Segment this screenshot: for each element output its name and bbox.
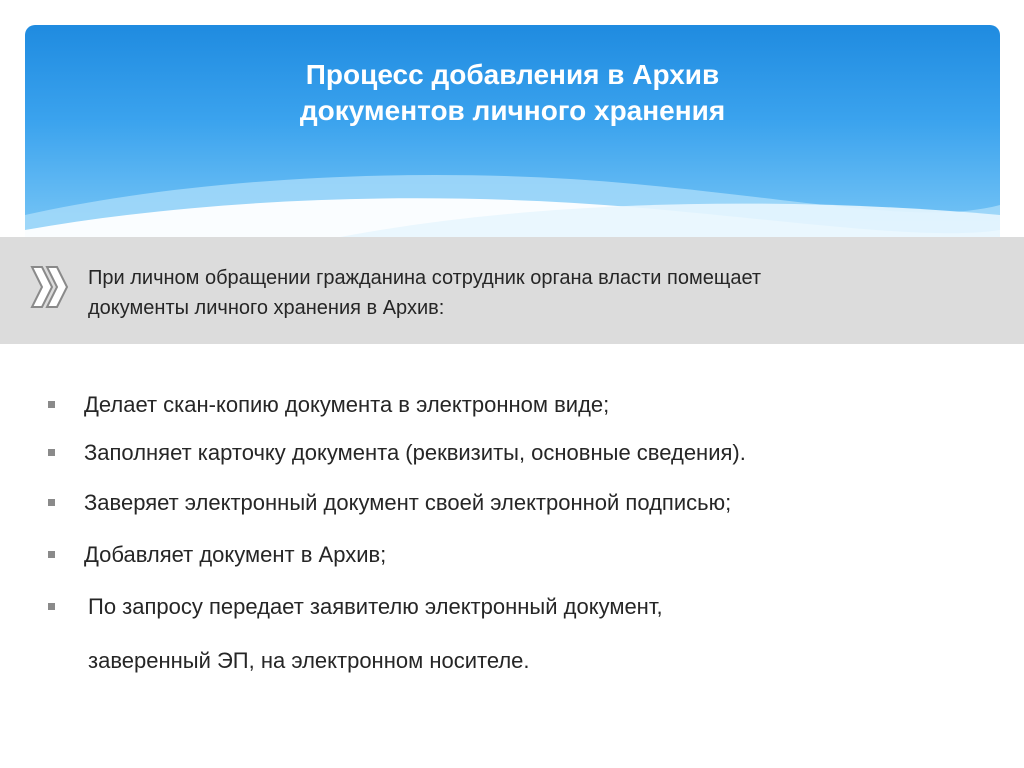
- bullet-text: Добавляет документ в Архив;: [84, 542, 387, 567]
- slide-title: [25, 57, 1000, 129]
- bullet-text: Заполняет карточку документа (реквизиты, основные сведения).: [84, 440, 746, 465]
- square-bullet-icon: [48, 401, 55, 408]
- bullet-text: По запросу передает заявителю электронный документ,: [88, 594, 663, 619]
- square-bullet-icon: [48, 449, 55, 456]
- bullet-text: Заверяет электронный документ своей электронной подписью;: [84, 490, 732, 515]
- square-bullet-icon: [48, 499, 55, 506]
- square-bullet-icon: [48, 603, 55, 610]
- double-chevron-icon: [30, 265, 70, 309]
- intro-line1: При личном обращении гражданина сотрудник органа власти помещает: [88, 267, 762, 289]
- square-bullet-icon: [48, 551, 55, 558]
- bullet-text-continuation: заверенный ЭП, на электронном носителе.: [88, 648, 530, 673]
- slide-title-line2: документов личного хранения: [299, 95, 726, 126]
- intro-line2: документы личного хранения в Архив:: [88, 297, 445, 319]
- intro-text: [88, 263, 988, 323]
- title-header: [25, 25, 1000, 240]
- bullet-text: Делает скан-копию документа в электронном виде;: [84, 392, 610, 417]
- slide-title-line1: Процесс добавления в Архив: [305, 59, 720, 90]
